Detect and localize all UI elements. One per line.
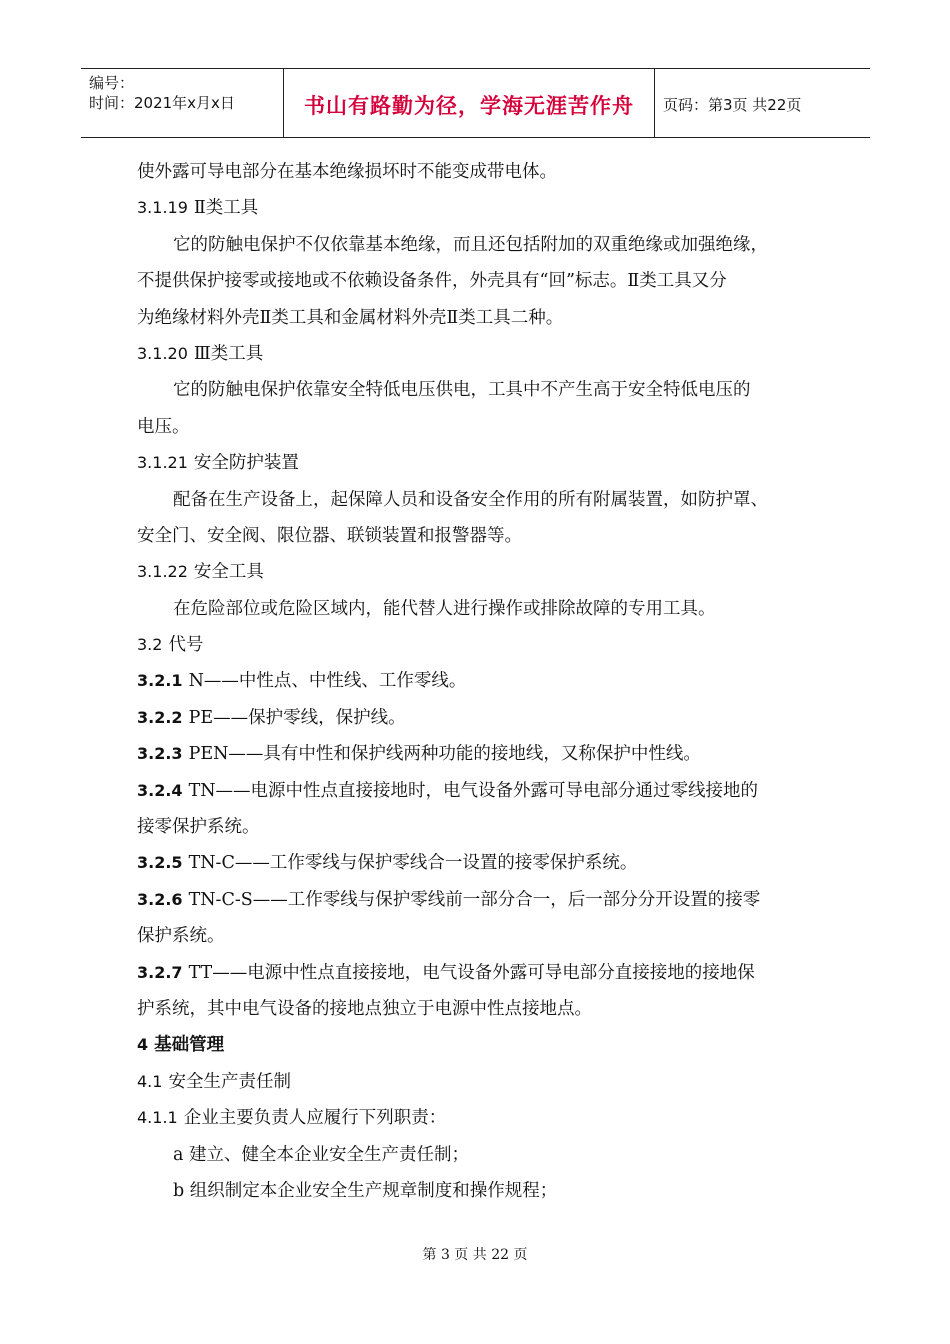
paragraph-line: 护系统，其中电气设备的接地点独立于电源中性点接地点。 — [137, 998, 592, 1019]
clause-text: TN——电源中性点直接接地时，电气设备外露可导电部分通过零线接地的 — [188, 780, 759, 801]
clause-text: Ⅱ类工具 — [193, 198, 259, 219]
clause-text: TT——电源中性点直接接地，电气设备外露可导电部分直接接地的接地保 — [188, 962, 755, 983]
paragraph-line: 配备在生产设备上，起保障人员和设备安全作用的所有附属装置，如防护罩、 — [173, 489, 768, 510]
document-body — [137, 154, 827, 1209]
clause-text: N——中性点、中性线、工作零线。 — [188, 671, 467, 692]
paragraph-line: 它的防触电保护不仅依靠基本绝缘，而且还包括附加的双重绝缘或加强绝缘， — [173, 234, 768, 255]
clause-number: 3.1.19 — [137, 198, 188, 218]
clause-text: 安全防护装置 — [193, 453, 299, 474]
paragraph-line: 不提供保护接零或接地或不依赖设备条件，外壳具有“回”标志。Ⅱ类工具又分 — [137, 271, 727, 292]
list-item: a 建立、健全本企业安全生产责任制； — [173, 1144, 469, 1165]
clause-number: 3.2.5 — [137, 853, 183, 873]
clause-line — [137, 336, 827, 372]
clause-line — [137, 190, 827, 226]
clause-line — [137, 1100, 827, 1136]
document-time-label: 时间：2021年x月x日 — [89, 94, 235, 112]
clause-text: TN-C-S——工作零线与保护零线前一部分合一，后一部分分开设置的接零 — [188, 889, 761, 910]
paragraph-line: 使外露可导电部分在基本绝缘损坏时不能变成带电体。 — [137, 162, 557, 182]
paragraph-line: 为绝缘材料外壳Ⅱ类工具和金属材料外壳Ⅱ类工具二种。 — [137, 307, 564, 328]
section-heading — [137, 1027, 827, 1063]
clause-text: PE——保护零线，保护线。 — [188, 707, 406, 728]
clause-line — [137, 955, 827, 991]
header-motto: 书山有路勤为径，学海无涯苦作舟 — [283, 69, 655, 137]
clause-number: 3.2.2 — [137, 707, 183, 727]
clause-line — [137, 882, 827, 918]
clause-number: 3.2.7 — [137, 962, 183, 982]
document-number-label: 编号： — [89, 74, 135, 92]
paragraph-line: 在危险部位或危险区域内，能代替人进行操作或排除故障的专用工具。 — [173, 598, 716, 619]
clause-line — [137, 445, 827, 481]
paragraph-line: 保护系统。 — [137, 926, 225, 947]
page-footer: 第 3 页 共 22 页 — [422, 1247, 528, 1263]
clause-number: 3.2.4 — [137, 780, 183, 800]
list-item: b 组织制定本企业安全生产规章制度和操作规程； — [173, 1180, 558, 1201]
clause-line — [137, 554, 827, 590]
header-page-info: 页码：第3页 共22页 — [663, 95, 802, 114]
clause-line — [137, 845, 827, 881]
clause-line — [137, 700, 827, 736]
clause-text: TN-C——工作零线与保护零线合一设置的接零保护系统。 — [188, 853, 638, 874]
clause-line — [137, 773, 827, 809]
clause-number: 3.2.1 — [137, 671, 183, 691]
clause-line — [137, 627, 827, 663]
clause-line — [137, 736, 827, 772]
clause-number: 4 — [137, 1035, 149, 1055]
clause-number: 3.1.22 — [137, 562, 188, 582]
clause-line — [137, 663, 827, 699]
clause-number: 3.2.3 — [137, 744, 183, 764]
clause-text: 企业主要负责人应履行下列职责： — [183, 1108, 447, 1129]
clause-text: 代号 — [168, 635, 204, 656]
clause-text: PEN——具有中性和保护线两种功能的接地线，又称保护中性线。 — [188, 744, 701, 765]
clause-text: 安全生产责任制 — [168, 1071, 291, 1092]
clause-text: 安全工具 — [193, 562, 264, 583]
clause-text: Ⅲ类工具 — [193, 343, 264, 364]
clause-number: 4.1.1 — [137, 1108, 178, 1128]
paragraph-line: 它的防触电保护依靠安全特低电压供电，工具中不产生高于安全特低电压的 — [173, 380, 751, 401]
page-header — [81, 68, 870, 138]
clause-number: 4.1 — [137, 1071, 163, 1091]
clause-number: 3.2 — [137, 635, 163, 655]
clause-number: 3.2.6 — [137, 889, 183, 909]
paragraph-line: 电压。 — [137, 416, 190, 437]
header-meta — [81, 69, 283, 137]
clause-line — [137, 1064, 827, 1100]
paragraph-line: 接零保护系统。 — [137, 817, 260, 838]
clause-text: 基础管理 — [154, 1035, 225, 1056]
paragraph-line: 安全门、安全阀、限位器、联锁装置和报警器等。 — [137, 525, 522, 546]
clause-number: 3.1.21 — [137, 453, 188, 473]
clause-number: 3.1.20 — [137, 343, 188, 363]
